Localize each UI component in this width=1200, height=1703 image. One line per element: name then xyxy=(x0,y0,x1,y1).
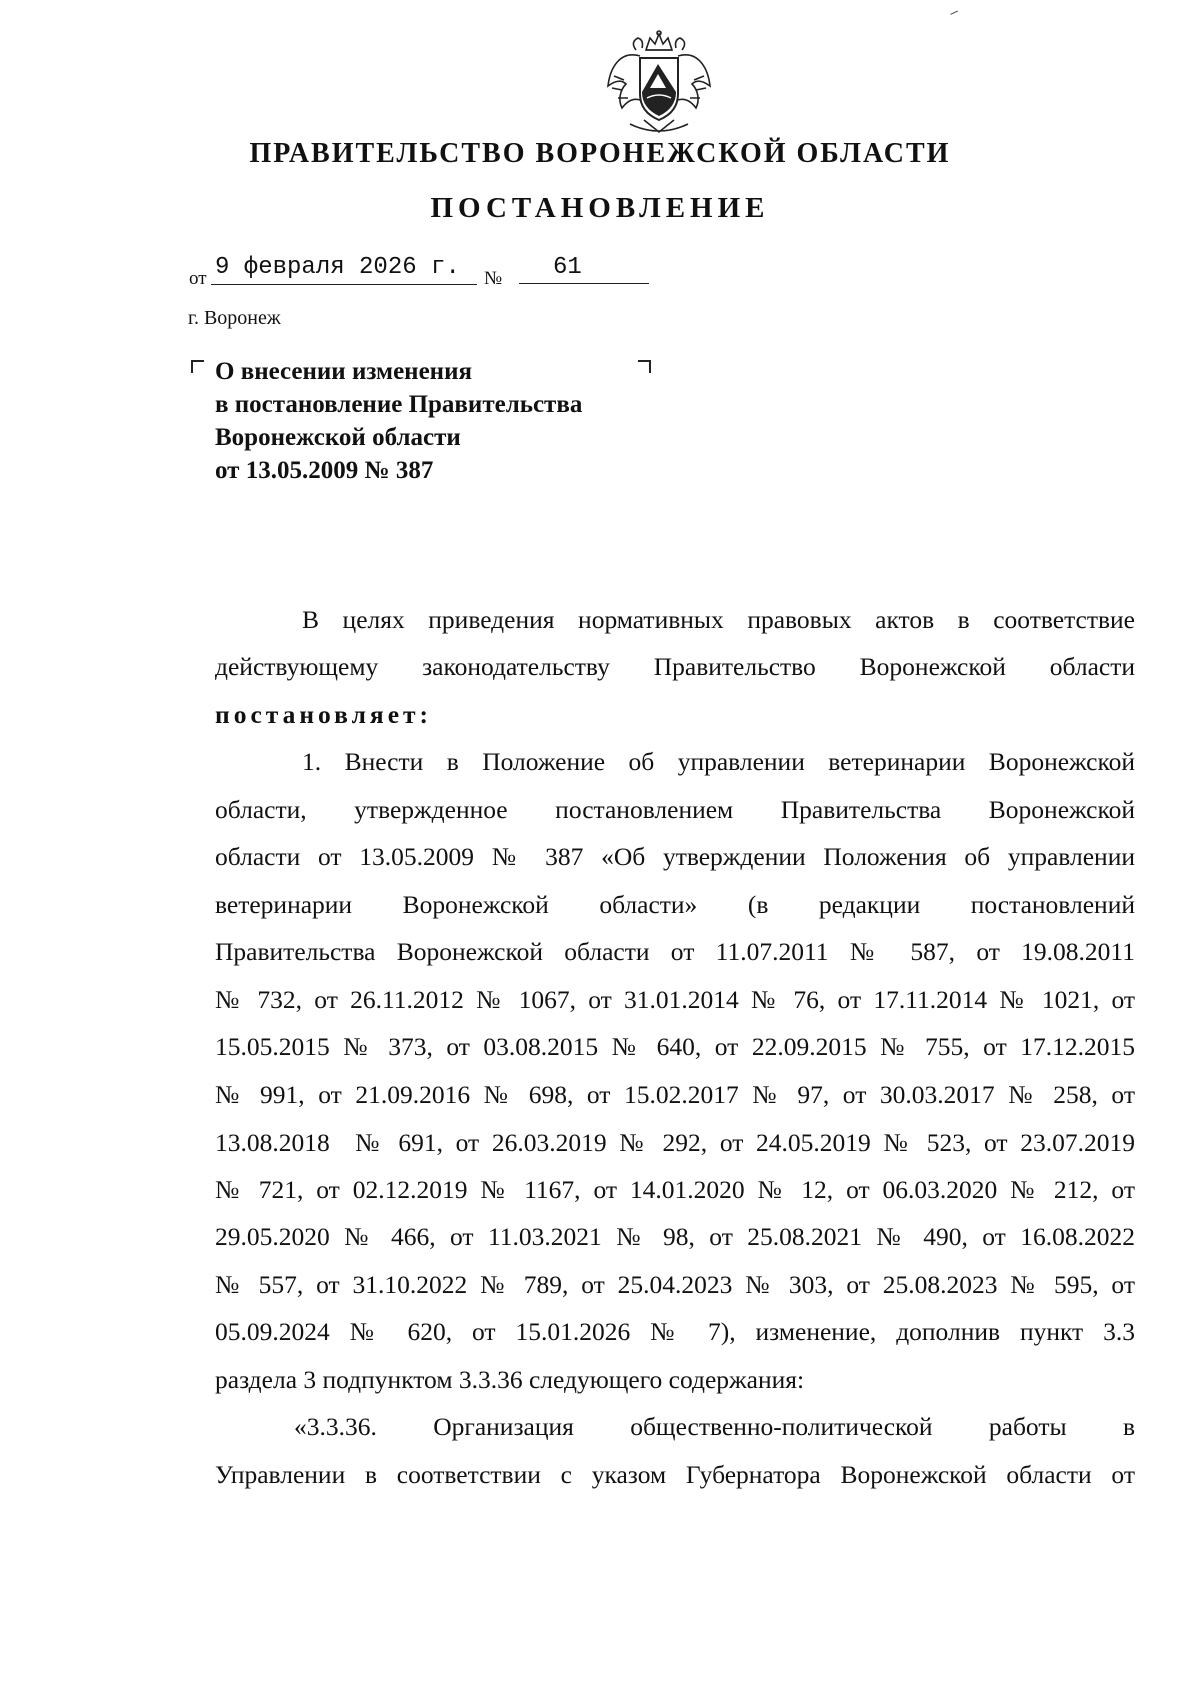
body-line: № 557, от 31.10.2022 № 789, от 25.04.2023 № 303, от 25.08.2023 № 595, от xyxy=(215,1270,1135,1299)
body-line: 29.05.2020 № 466, от 11.03.2021 № 98, от 25.08.2021 № 490, от 16.08.2022 xyxy=(215,1222,1135,1251)
body-line: 13.08.2018 № 691, от 26.03.2019 № 292, от 24.05.2019 № 523, от 23.07.2019 xyxy=(215,1128,1135,1157)
body-line: № 732, от 26.11.2012 № 1067, от 31.01.2014 № 76, от 17.11.2014 № 1021, от xyxy=(215,985,1135,1014)
body-line: Управлении в соответствии с указом Губернатора Воронежской области от xyxy=(215,1460,1135,1489)
body-line: области от 13.05.2009 № 387 «Об утверждении Положения об управлении xyxy=(215,842,1135,871)
date-prefix: от xyxy=(189,268,207,289)
body-line: 15.05.2015 № 373, от 03.08.2015 № 640, от 22.09.2015 № 755, от 17.12.2015 xyxy=(215,1032,1135,1061)
resolution-word: постановляет: xyxy=(215,700,433,729)
body-line: В целях приведения нормативных правовых актов в соответствие xyxy=(302,605,1135,634)
document-subject xyxy=(215,355,582,487)
body-line: раздела 3 подпунктом 3.3.36 следующего содержания: xyxy=(215,1365,805,1394)
document-number: 61 xyxy=(519,254,649,284)
subject-line: от 13.05.2009 № 387 xyxy=(215,457,434,484)
body-line: 05.09.2024 № 620, от 15.01.2026 № 7), изменение, дополнив пункт 3.3 xyxy=(215,1317,1135,1346)
city-label: г. Воронеж xyxy=(188,307,281,329)
body-line: «3.3.36. Организация общественно-политической работы в xyxy=(294,1412,1135,1441)
body-line: 1. Внести в Положение об управлении ветеринарии Воронежской xyxy=(302,747,1135,776)
coat-of-arms-emblem xyxy=(600,28,718,138)
body-line: № 991, от 21.09.2016 № 698, от 15.02.2017 № 97, от 30.03.2017 № 258, от xyxy=(215,1080,1135,1109)
subject-line: О внесении изменения xyxy=(215,358,473,385)
scan-mark xyxy=(950,11,959,19)
subject-line: Воронежской области xyxy=(215,424,461,451)
organization-title: ПРАВИТЕЛЬСТВО ВОРОНЕЖСКОЙ ОБЛАСТИ xyxy=(249,138,951,169)
subject-line: в постановление Правительства xyxy=(215,391,583,418)
body-line: действующему законодательству Правительство Воронежской области xyxy=(215,652,1135,681)
document-date: 9 февраля 2026 г. xyxy=(211,254,477,285)
body-line: № 721, от 02.12.2019 № 1167, от 14.01.2020 № 12, от 06.03.2020 № 212, от xyxy=(215,1175,1135,1204)
body-line: ветеринарии Воронежской области» (в редакции постановлений xyxy=(215,890,1135,919)
document-type-title: ПОСТАНОВЛЕНИЕ xyxy=(430,192,770,224)
subject-bracket-left xyxy=(191,360,204,373)
body-line: Правительства Воронежской области от 11.07.2011 № 587, от 19.08.2011 xyxy=(215,937,1135,966)
body-line: области, утвержденное постановлением Правительства Воронежской xyxy=(215,795,1135,824)
number-prefix: № xyxy=(484,268,503,289)
subject-bracket-right xyxy=(638,360,651,373)
